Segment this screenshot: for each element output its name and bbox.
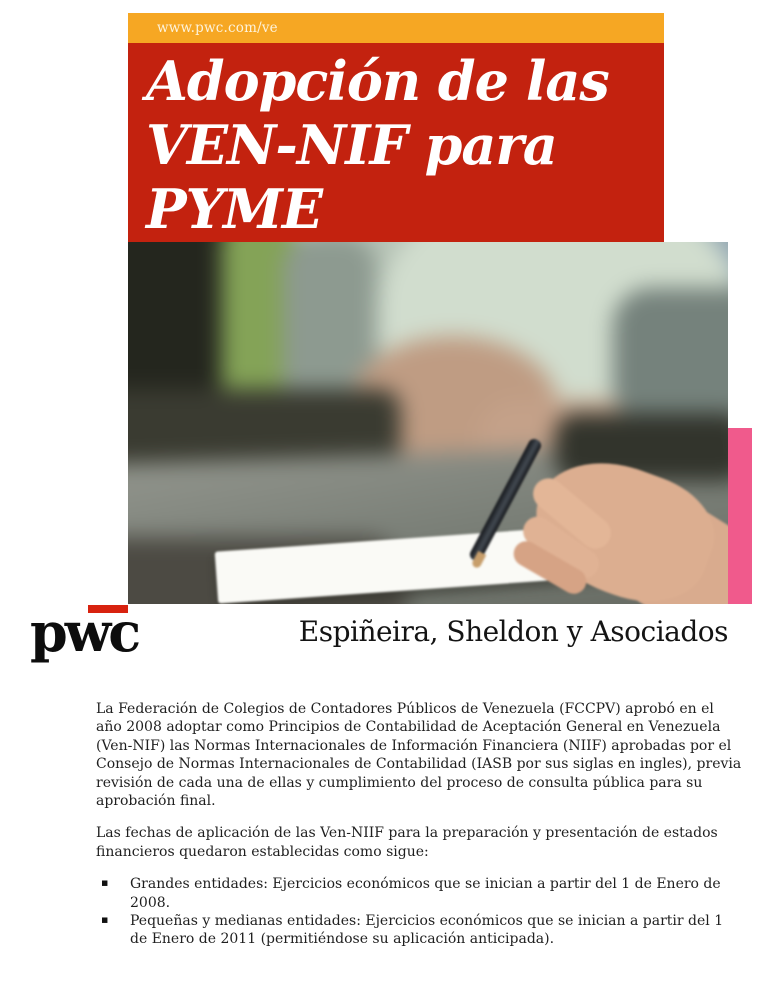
bullet-text: Pequeñas y medianas entidades: Ejercicios económicos que se inician a partir del 1 de Enero de 2011 (permitiéndose su aplicación anticipada). <box>130 913 724 948</box>
bullet-list <box>96 875 742 949</box>
square-bullet-icon: ▪ <box>101 913 109 927</box>
list-item <box>96 912 742 949</box>
photo-foreground <box>128 242 728 604</box>
square-bullet-icon: ▪ <box>101 876 109 890</box>
firm-name: Espiñeira, Sheldon y Asociados <box>298 615 728 648</box>
pwc-logo: pwc <box>30 600 139 664</box>
pink-accent-bar <box>728 428 752 604</box>
paragraph-adoption: La Federación de Colegios de Contadores Públicos de Venezuela (FCCPV) aprobó en el año 2008 adoptar como Principios de Contabilidad de Aceptación General en Venezuela (Ven-NIF) las Normas Internacionales de Información Financiera (NIIF) aprobadas por el Consejo de Normas Internacionales de Contabilidad (IASB por sus siglas en ingles), previa revisión de cada una de ellas y cumplimiento del proceso de consulta pública para su aprobación final. <box>96 701 742 810</box>
paragraph-dates: Las fechas de aplicación de las Ven-NIIF para la preparación y presentación de estados financieros quedaron establecidas como sigue: <box>96 825 718 860</box>
body-copy <box>96 700 742 949</box>
site-url: www.pwc.com/ve <box>157 20 278 36</box>
list-item <box>96 875 742 912</box>
title-block <box>128 43 664 242</box>
cover-photo <box>128 242 728 604</box>
document-title: Adopción de las VEN-NIF para PYME <box>146 49 609 241</box>
top-url-bar <box>128 13 664 43</box>
bullet-text: Grandes entidades: Ejercicios económicos que se inician a partir del 1 de Enero de 2008. <box>130 876 721 911</box>
